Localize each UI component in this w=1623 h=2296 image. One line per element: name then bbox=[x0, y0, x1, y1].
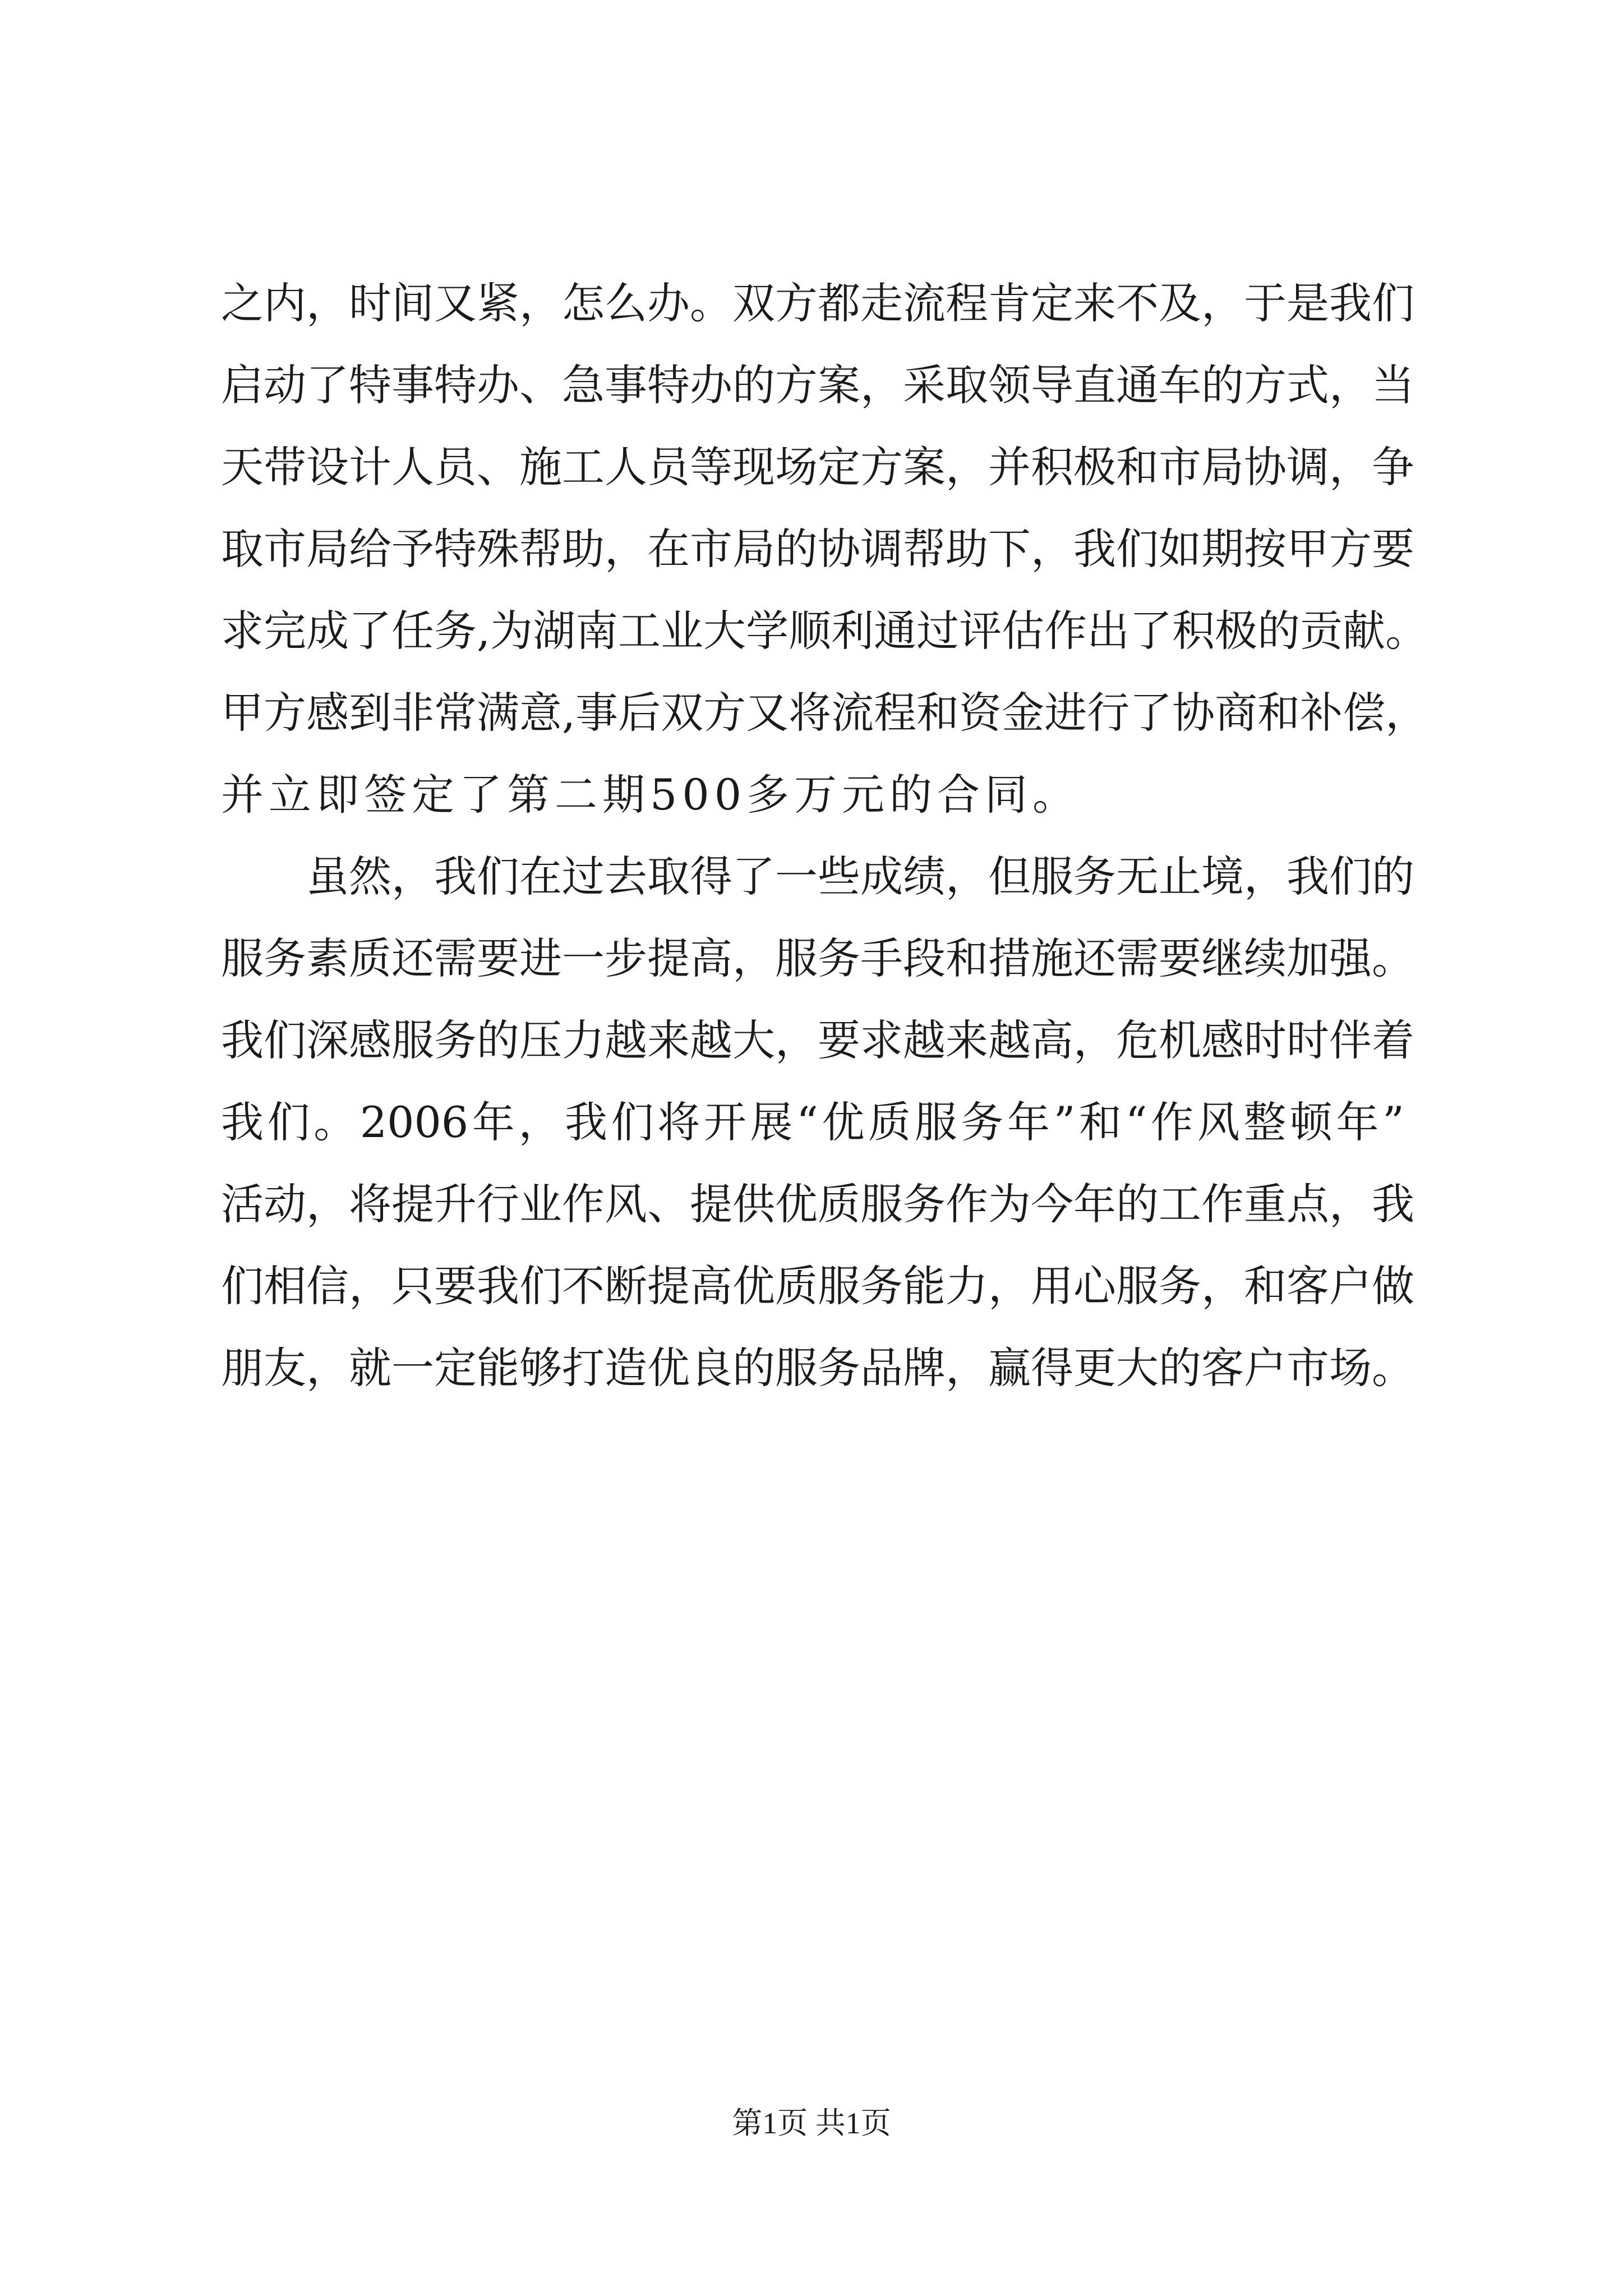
text-line: 们相信，只要我们不断提高优质服务能力，用心服务，和客户做 bbox=[221, 1261, 1414, 1311]
paragraph-1 bbox=[221, 263, 1428, 836]
text-line: 我们深感服务的压力越来越大，要求越来越高，危机感时时伴着 bbox=[221, 1015, 1414, 1065]
text-line: 活动，将提升行业作风、提供优质服务作为今年的工作重点，我 bbox=[221, 1179, 1414, 1229]
text-line: 服务素质还需要进一步提高，服务手段和措施还需要继续加强。 bbox=[221, 933, 1414, 983]
text-line: 并立即签定了第二期500多万元的合同。 bbox=[221, 770, 1081, 820]
text-line: 虽然，我们在过去取得了一些成绩，但服务无止境，我们的 bbox=[306, 852, 1414, 901]
text-line: 求完成了任务,为湖南工业大学顺利通过评估作出了积极的贡献。 bbox=[221, 606, 1428, 656]
text-line: 天带设计人员、施工人员等现场定方案，并积极和市局协调，争 bbox=[221, 442, 1414, 492]
text-line: 朋友，就一定能够打造优良的服务品牌，赢得更大的客户市场。 bbox=[221, 1343, 1414, 1393]
text-line: 我们。2006年，我们将开展“优质服务年”和“作风整顿年” bbox=[221, 1097, 1404, 1147]
text-line: 之内，时间又紧，怎么办。双方都走流程肯定来不及，于是我们 bbox=[221, 278, 1414, 328]
text-line: 启动了特事特办、急事特办的方案，采取领导直通车的方式，当 bbox=[221, 360, 1414, 410]
page-number-footer: 第1页 共1页 bbox=[732, 2106, 891, 2140]
text-line: 取市局给予特殊帮助，在市局的协调帮助下，我们如期按甲方要 bbox=[221, 524, 1414, 574]
document-body bbox=[221, 263, 1428, 1409]
paragraph-2 bbox=[221, 836, 1414, 1409]
text-line: 甲方感到非常满意,事后双方又将流程和资金进行了协商和补偿， bbox=[221, 688, 1428, 738]
